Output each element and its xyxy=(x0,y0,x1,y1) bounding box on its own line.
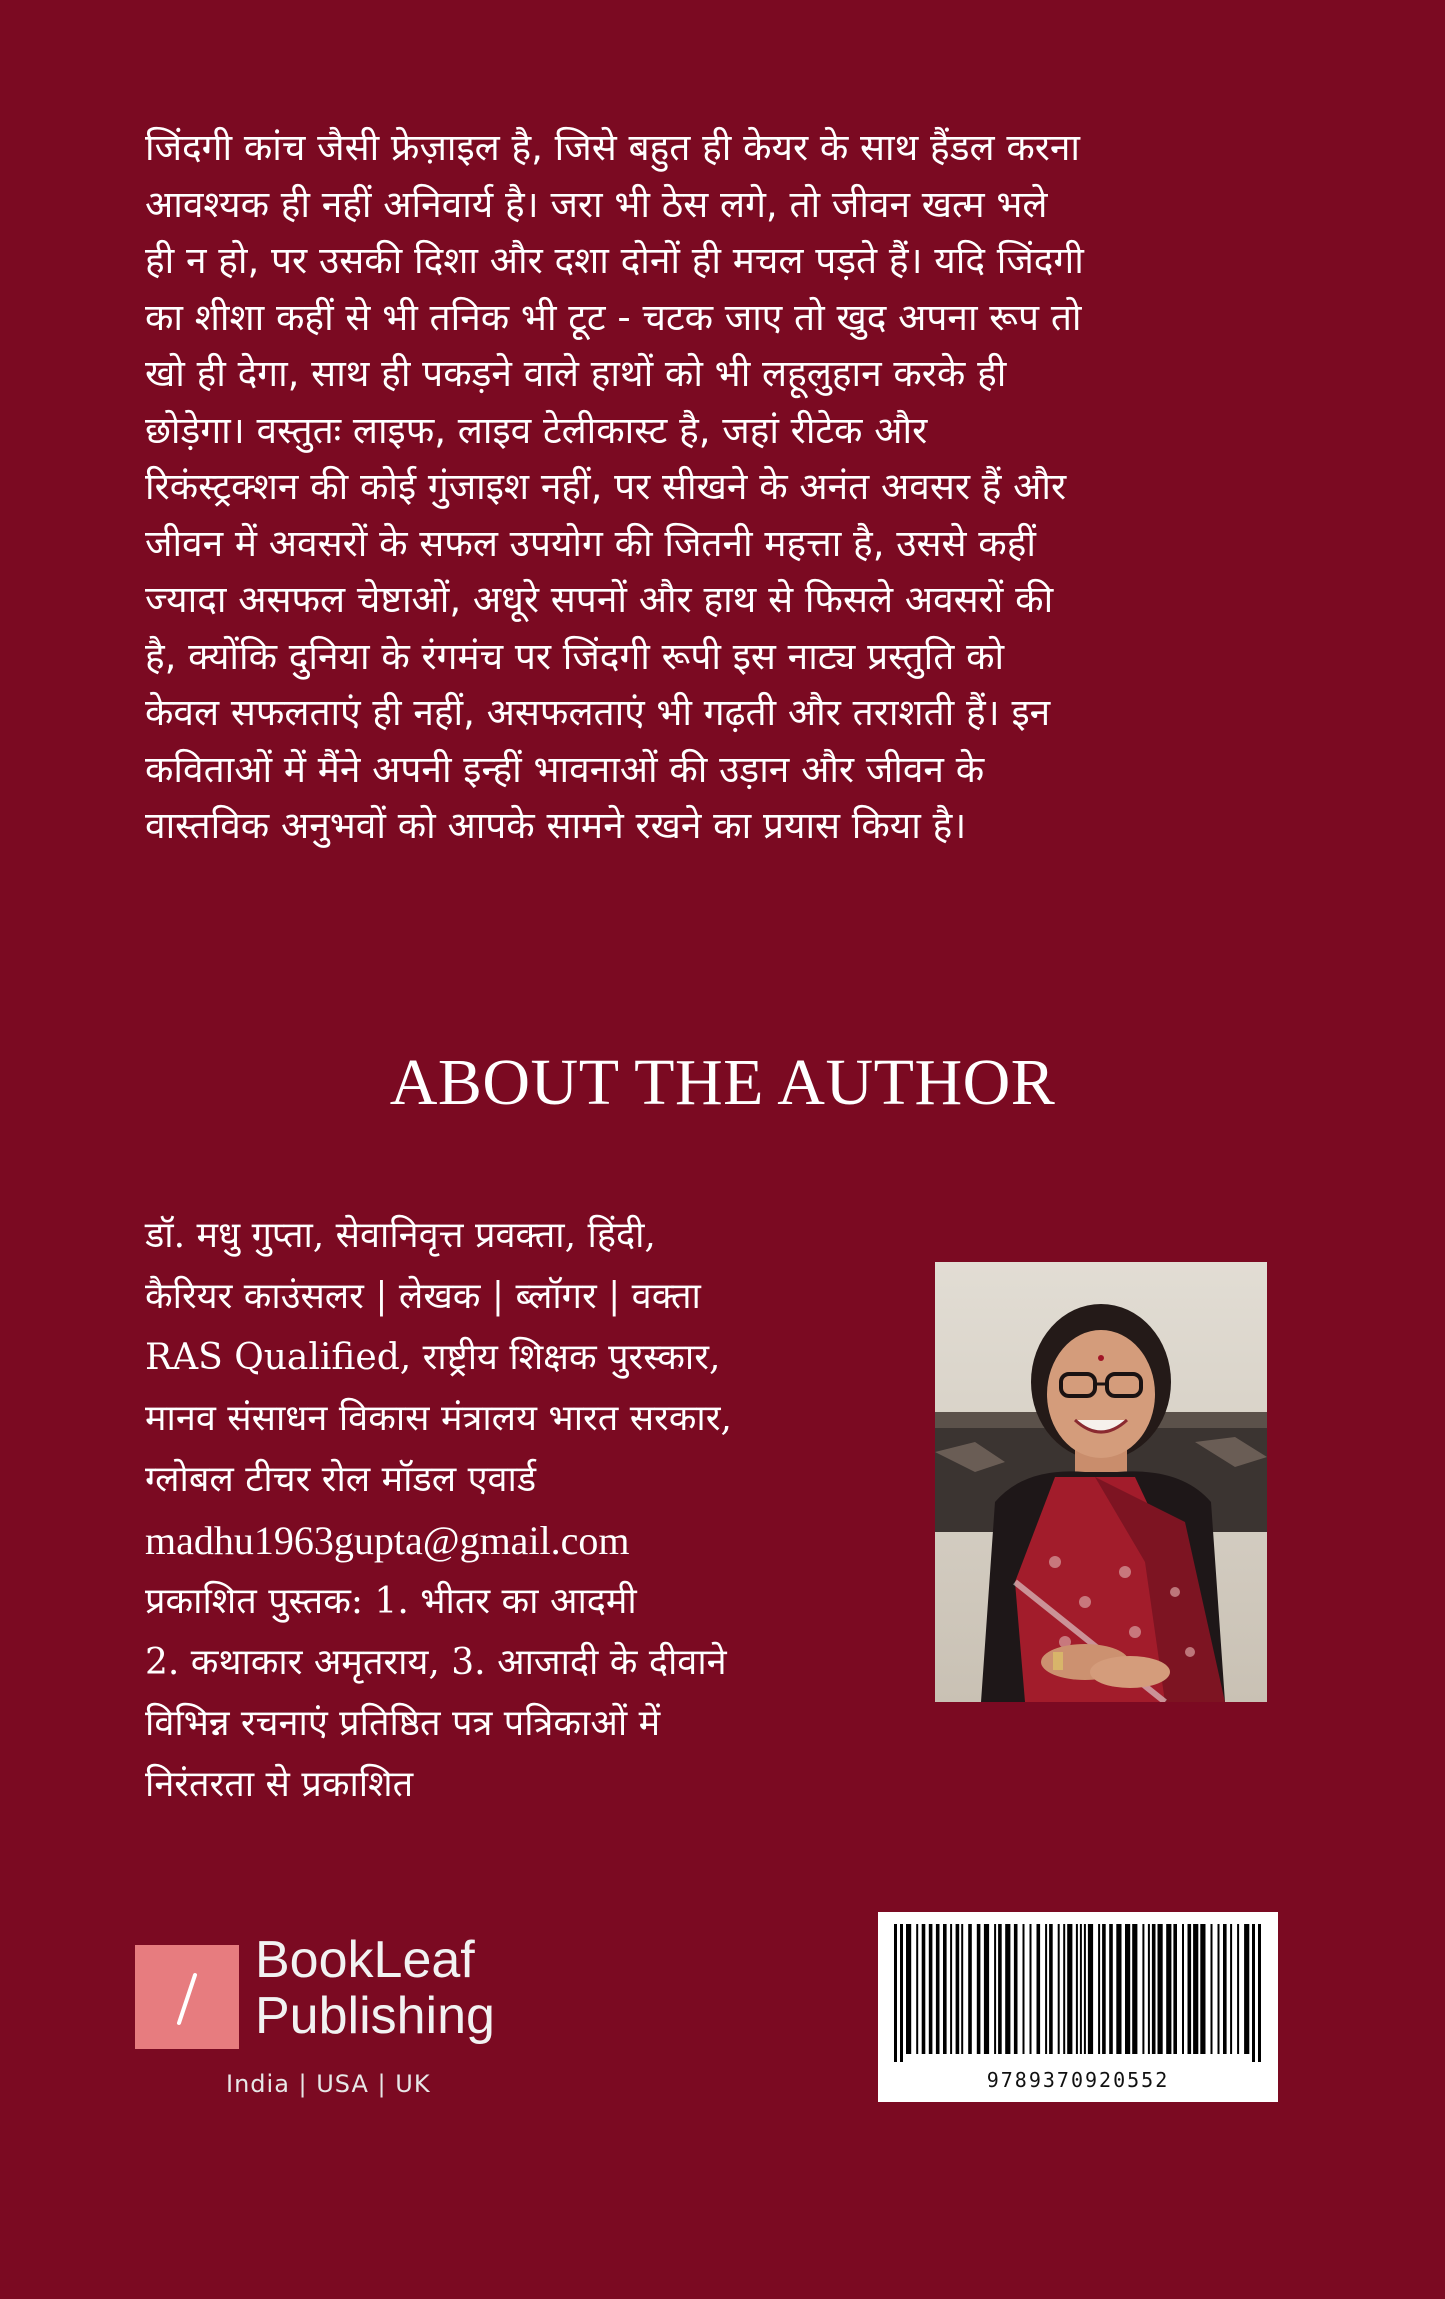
barcode-bar xyxy=(1084,1924,1086,2054)
barcode-bar xyxy=(894,1924,897,2062)
barcode-bar xyxy=(1211,1924,1213,2054)
barcode-bar xyxy=(998,1924,1002,2054)
blurb-line: छोड़ेगा। वस्तुतः लाइफ, लाइव टेलीकास्ट है, जहां रीटेक और xyxy=(145,408,928,452)
barcode-bar xyxy=(922,1924,926,2054)
barcode-bar xyxy=(1098,1924,1100,2054)
barcode-bar xyxy=(943,1924,947,2054)
publisher-name-line1: BookLeaf xyxy=(255,1931,475,1989)
bio-line: 2. कथाकार अमृतराय, 3. आजादी के दीवाने xyxy=(145,1642,727,1683)
barcode-bar xyxy=(936,1924,940,2054)
barcode-bar xyxy=(1182,1924,1184,2054)
barcode-bar xyxy=(916,1924,918,2054)
author-email: madhu1963gupta@gmail.com xyxy=(145,1518,630,1563)
author-photo xyxy=(935,1262,1267,1702)
about-author-heading: ABOUT THE AUTHOR xyxy=(389,1046,1056,1119)
barcode-bar xyxy=(1049,1924,1053,2054)
barcode-bar xyxy=(1223,1924,1227,2054)
barcode-bar xyxy=(1148,1924,1150,2054)
barcode-bar xyxy=(906,1924,911,2054)
publisher-name xyxy=(255,1932,495,2044)
blurb-line: आवश्यक ही नहीं अनिवार्य है। जरा भी ठेस लगे, तो जीवन खत्म भले xyxy=(145,182,1048,226)
blurb-line: रिकंस्ट्रक्शन की कोई गुंजाइश नहीं, पर सीखने के अनंत अवसर हैं और xyxy=(145,465,1067,508)
bio-line: RAS Qualified, राष्ट्रीय शिक्षक पुरस्कार, xyxy=(145,1337,721,1378)
barcode-bar xyxy=(929,1924,933,2054)
blurb-line: खो ही देगा, साथ ही पकड़ने वाले हाथों को भी लहूलुहान करके ही xyxy=(145,352,1007,395)
barcode-bar xyxy=(1023,1924,1025,2054)
blurb-line: ही न हो, पर उसकी दिशा और दशा दोनों ही मचल पड़ते हैं। यदि जिंदगी xyxy=(145,239,1084,282)
barcode-bar xyxy=(1252,1924,1255,2062)
barcode-bar xyxy=(1230,1924,1232,2054)
barcode-bar xyxy=(994,1924,996,2054)
blurb-line: वास्तविक अनुभवों को आपके सामने रखने का प्रयास किया है। xyxy=(145,804,967,847)
barcode-icon xyxy=(890,1924,1266,2062)
barcode-bar xyxy=(1237,1924,1239,2054)
bio-line: मानव संसाधन विकास मंत्रालय भारत सरकार, xyxy=(145,1398,732,1439)
isbn-number: 9789370920552 xyxy=(986,2068,1170,2092)
blurb-line: का शीशा कहीं से भी तनिक भी टूट - चटक जाए तो खुद अपना रूप तो xyxy=(145,295,1082,339)
barcode-bar xyxy=(1030,1924,1032,2054)
barcode-bar xyxy=(1063,1924,1065,2054)
barcode-bar xyxy=(1088,1924,1093,2054)
barcode-bar xyxy=(1218,1924,1220,2054)
barcode-bar xyxy=(1067,1924,1072,2054)
barcode-bar xyxy=(961,1924,963,2054)
bio-line: विभिन्न रचनाएं प्रतिष्ठित पत्र पत्रिकाओं में xyxy=(145,1703,661,1744)
publisher-regions: India | USA | UK xyxy=(226,2070,431,2098)
barcode-bar xyxy=(968,1924,972,2054)
bio-line: कैरियर काउंसलर | लेखक | ब्लॉगर | वक्ता xyxy=(145,1276,701,1317)
author-portrait-illustration xyxy=(935,1262,1267,1702)
bio-line: प्रकाशित पुस्तक: 1. भीतर का आदमी xyxy=(145,1581,637,1622)
barcode-bar xyxy=(1132,1924,1137,2054)
barcode-bar xyxy=(1014,1924,1018,2054)
barcode-bar xyxy=(900,1924,903,2062)
blurb-line: जिंदगी कांच जैसी फ्रेज़ाइल है, जिसे बहुत ही केयर के साथ हैंडल करना xyxy=(145,126,1081,169)
barcode-bar xyxy=(1058,1924,1060,2054)
barcode-bar xyxy=(1173,1924,1177,2054)
isbn-barcode xyxy=(878,1912,1278,2102)
barcode-bar xyxy=(984,1924,989,2054)
barcode-bar xyxy=(1102,1924,1106,2054)
barcode-bar xyxy=(1109,1924,1113,2054)
blurb-line: है, क्योंकि दुनिया के रंगमंच पर जिंदगी रूपी इस नाट्य प्रस्तुति को xyxy=(145,634,1005,678)
barcode-bar xyxy=(956,1924,960,2054)
publisher-logo-mark xyxy=(135,1945,239,2049)
barcode-bar xyxy=(1045,1924,1047,2054)
blurb-line: कविताओं में मैंने अपनी इन्हीं भावनाओं की उड़ान और जीवन के xyxy=(145,747,985,791)
blurb-line: जीवन में अवसरों के सफल उपयोग की जितनी महत्ता है, उससे कहीं xyxy=(145,521,1036,565)
barcode-bar xyxy=(1080,1924,1082,2054)
barcode-bar xyxy=(1076,1924,1078,2054)
bio-line: डॉ. मधु गुप्ता, सेवानिवृत्त प्रवक्ता, हिंदी, xyxy=(145,1215,656,1256)
barcode-bar xyxy=(1005,1924,1010,2054)
barcode-bar xyxy=(1244,1924,1249,2054)
barcode-bar xyxy=(1258,1924,1261,2062)
barcode-bar xyxy=(1037,1924,1041,2054)
barcode-bar xyxy=(1158,1924,1163,2054)
barcode-bar xyxy=(1200,1924,1205,2054)
barcode-bar xyxy=(1142,1924,1144,2054)
bio-line: निरंतरता से प्रकाशित xyxy=(145,1764,414,1805)
bio-line: ग्लोबल टीचर रोल मॉडल एवार्ड xyxy=(145,1459,537,1500)
barcode-bar xyxy=(1166,1924,1171,2054)
barcode-bar xyxy=(1193,1924,1198,2054)
blurb-line: केवल सफलताएं ही नहीं, असफलताएं भी गढ़ती और तराशती हैं। इन xyxy=(145,691,1051,734)
barcode-bar xyxy=(950,1924,952,2054)
slash-icon xyxy=(135,1945,239,2049)
barcode-bar xyxy=(1188,1924,1192,2054)
blurb-line: ज्यादा असफल चेष्टाओं, अधूरे सपनों और हाथ से फिसले अवसरों की xyxy=(145,578,1054,621)
barcode-bar xyxy=(1116,1924,1121,2054)
author-bio xyxy=(145,1205,945,1815)
publisher-name-line2: Publishing xyxy=(255,1987,495,2045)
back-cover-blurb xyxy=(145,120,1315,855)
barcode-bar xyxy=(977,1924,981,2054)
barcode-bar xyxy=(1152,1924,1156,2054)
barcode-bar xyxy=(1125,1924,1130,2054)
